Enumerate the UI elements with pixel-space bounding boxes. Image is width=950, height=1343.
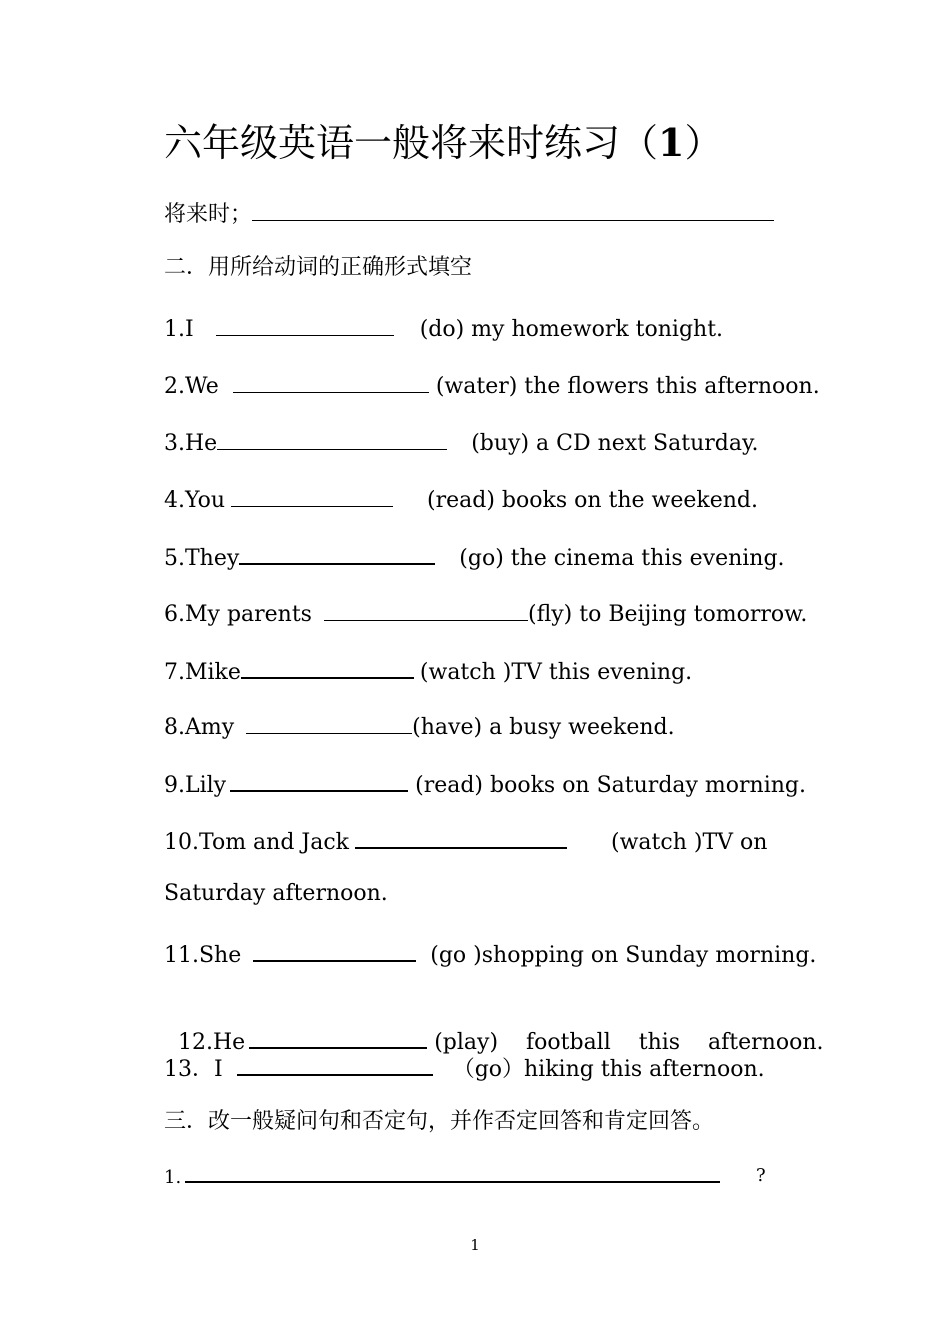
list-item-continuation: Saturday afternoon. <box>164 881 388 906</box>
section2-heading: 二．用所给动词的正确形式填空 <box>164 255 473 280</box>
definition-label: 将来时； <box>164 202 253 227</box>
answer-blank[interactable] <box>239 539 435 565</box>
list-item: 12.He (play) football this afternoon. <box>164 993 824 1058</box>
page-title: 六年级英语一般将来时练习（1） <box>164 120 723 165</box>
answer-blank[interactable] <box>233 368 429 393</box>
answer-blank[interactable] <box>185 1161 720 1183</box>
list-item: 5.They (go) the cinema this evening. <box>164 539 785 574</box>
list-item: 2.We (water) the flowers this afternoon. <box>164 368 820 402</box>
section3-heading: 三．改一般疑问句和否定句，并作否定回答和肯定回答。 <box>164 1109 715 1134</box>
answer-blank[interactable] <box>230 766 408 792</box>
list-item: 13．I （go）hiking this afternoon. <box>164 1050 765 1085</box>
definition-blank[interactable] <box>252 196 774 221</box>
list-item: 7.Mike (watch )TV this evening. <box>164 653 692 688</box>
list-item: 9.Lily (read) books on Saturday morning. <box>164 766 806 801</box>
list-item: 3.He (buy) a CD next Saturday. <box>164 425 758 459</box>
page-number: 1 <box>470 1236 480 1254</box>
list-item: 6.My parents (fly) to Beijing tomorrow. <box>164 596 807 630</box>
answer-blank[interactable] <box>249 1023 427 1049</box>
list-item: 10.Tom and Jack (watch )TV on <box>164 823 767 858</box>
answer-blank[interactable] <box>231 482 393 507</box>
answer-blank[interactable] <box>324 596 528 621</box>
answer-blank[interactable] <box>246 709 412 734</box>
list-item: 11.She (go )shopping on Sunday morning. <box>164 936 816 971</box>
list-item: 1.I (do) my homework tonight. <box>164 311 723 345</box>
list-item: 4.You (read) books on the weekend. <box>164 482 758 516</box>
question-1: 1. <box>164 1161 720 1193</box>
answer-blank[interactable] <box>237 1050 433 1076</box>
list-item: 8.Amy (have) a busy weekend. <box>164 709 675 743</box>
definition-line <box>164 196 774 230</box>
question-mark: ? <box>756 1165 766 1186</box>
answer-blank[interactable] <box>217 425 447 450</box>
answer-blank[interactable] <box>355 823 567 849</box>
answer-blank[interactable] <box>216 311 394 336</box>
answer-blank[interactable] <box>253 936 416 962</box>
answer-blank[interactable] <box>241 653 414 679</box>
